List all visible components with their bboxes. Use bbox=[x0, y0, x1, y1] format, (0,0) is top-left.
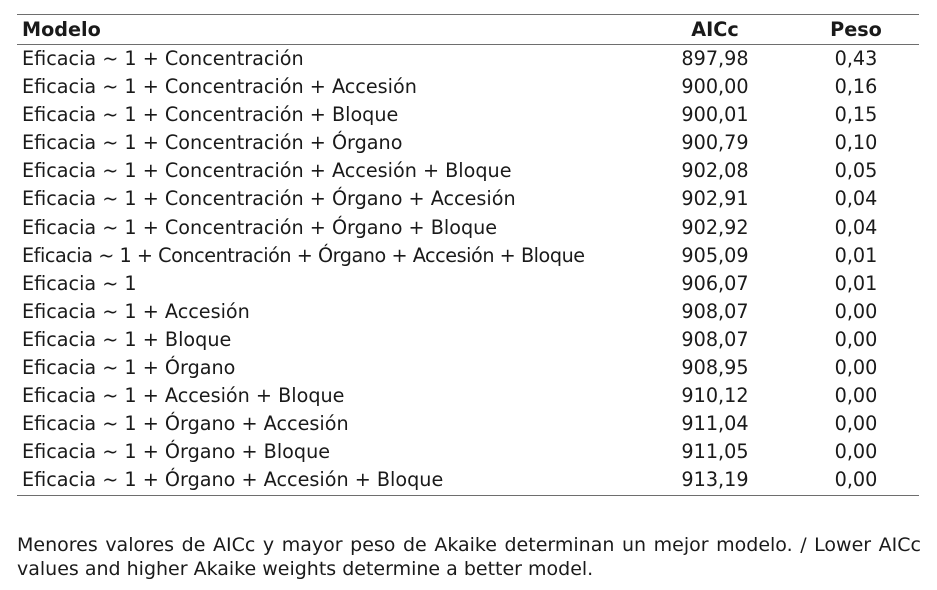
model-cell: Eficacia ~ 1 bbox=[22, 271, 137, 295]
model-cell: Eficacia ~ 1 + Concentración + Accesión + Bloque bbox=[22, 159, 512, 183]
peso-cell: 0,43 bbox=[834, 47, 878, 70]
column-header-peso: Peso bbox=[830, 18, 882, 41]
peso-cell: 0,00 bbox=[834, 412, 878, 436]
aicc-cell: 900,00 bbox=[681, 75, 749, 99]
peso-cell: 0,00 bbox=[834, 299, 878, 323]
aicc-cell: 902,91 bbox=[681, 187, 749, 211]
aicc-cell: 911,04 bbox=[681, 412, 749, 436]
model-cell: Eficacia ~ 1 + Órgano + Accesión bbox=[22, 412, 349, 436]
model-cell: Eficacia ~ 1 + Accesión + Bloque bbox=[22, 384, 345, 408]
model-cell: Eficacia ~ 1 + Órgano bbox=[22, 356, 236, 380]
column-header-aicc: AICc bbox=[691, 18, 739, 41]
peso-cell: 0,05 bbox=[834, 159, 878, 183]
model-cell: Eficacia ~ 1 + Concentración + Órgano + Bloque bbox=[22, 215, 498, 239]
peso-cell: 0,04 bbox=[834, 187, 878, 211]
aicc-cell: 908,07 bbox=[681, 327, 749, 351]
model-cell: Eficacia ~ 1 + Accesión bbox=[22, 299, 250, 323]
aicc-cell: 908,95 bbox=[681, 356, 749, 380]
aicc-cell: 900,01 bbox=[681, 103, 749, 127]
table-row bbox=[17, 73, 919, 101]
model-cell: Eficacia ~ 1 + Bloque bbox=[22, 327, 232, 351]
model-comparison-table bbox=[17, 14, 919, 496]
table-row bbox=[17, 242, 919, 270]
peso-cell: 0,16 bbox=[834, 75, 878, 99]
aicc-cell: 913,19 bbox=[681, 468, 749, 492]
peso-cell: 0,10 bbox=[834, 131, 878, 155]
model-cell: Eficacia ~ 1 + Concentración + Bloque bbox=[22, 103, 399, 127]
table-row bbox=[17, 185, 919, 213]
table-row bbox=[17, 410, 919, 438]
peso-cell: 0,00 bbox=[834, 384, 878, 408]
model-cell: Eficacia ~ 1 + Concentración + Órgano + Accesión bbox=[22, 187, 516, 211]
model-cell: Eficacia ~ 1 + Concentración bbox=[22, 47, 304, 70]
peso-cell: 0,15 bbox=[834, 103, 878, 127]
aicc-cell: 911,05 bbox=[681, 440, 749, 464]
aicc-cell: 897,98 bbox=[681, 47, 749, 70]
aicc-cell: 902,92 bbox=[681, 215, 749, 239]
table-footnote: Menores valores de AICc y mayor peso de Akaike determinan un mejor modelo. / Lower AICc values and higher Akaike weights determine a better model. bbox=[17, 534, 921, 580]
model-cell: Eficacia ~ 1 + Concentración + Órgano + Accesión + Bloque bbox=[22, 243, 585, 267]
peso-cell: 0,00 bbox=[834, 468, 878, 492]
table-row bbox=[17, 326, 919, 354]
model-cell: Eficacia ~ 1 + Órgano + Bloque bbox=[22, 440, 331, 464]
aicc-cell: 902,08 bbox=[681, 159, 749, 183]
table-row bbox=[17, 214, 919, 242]
aicc-cell: 906,07 bbox=[681, 271, 749, 295]
table-row bbox=[17, 101, 919, 129]
table-body bbox=[17, 45, 919, 496]
peso-cell: 0,01 bbox=[834, 243, 878, 267]
table-header bbox=[17, 15, 919, 45]
peso-cell: 0,00 bbox=[834, 327, 878, 351]
peso-cell: 0,01 bbox=[834, 271, 878, 295]
table-row bbox=[17, 270, 919, 298]
table-row bbox=[17, 298, 919, 326]
table-row bbox=[17, 157, 919, 185]
model-cell: Eficacia ~ 1 + Concentración + Órgano bbox=[22, 131, 403, 155]
peso-cell: 0,00 bbox=[834, 356, 878, 380]
table-row bbox=[17, 382, 919, 410]
model-cell: Eficacia ~ 1 + Órgano + Accesión + Bloque bbox=[22, 468, 444, 492]
model-cell: Eficacia ~ 1 + Concentración + Accesión bbox=[22, 75, 417, 99]
table-row bbox=[17, 438, 919, 466]
aicc-cell: 910,12 bbox=[681, 384, 749, 408]
table-row bbox=[17, 129, 919, 157]
aicc-cell: 905,09 bbox=[681, 243, 749, 267]
model-comparison-table-container bbox=[17, 14, 919, 496]
table-row bbox=[17, 354, 919, 382]
header-row bbox=[17, 15, 919, 45]
peso-cell: 0,00 bbox=[834, 440, 878, 464]
aicc-cell: 900,79 bbox=[681, 131, 749, 155]
aicc-cell: 908,07 bbox=[681, 299, 749, 323]
column-header-model: Modelo bbox=[22, 18, 101, 41]
table-row bbox=[17, 466, 919, 495]
table-row bbox=[17, 45, 919, 74]
peso-cell: 0,04 bbox=[834, 215, 878, 239]
